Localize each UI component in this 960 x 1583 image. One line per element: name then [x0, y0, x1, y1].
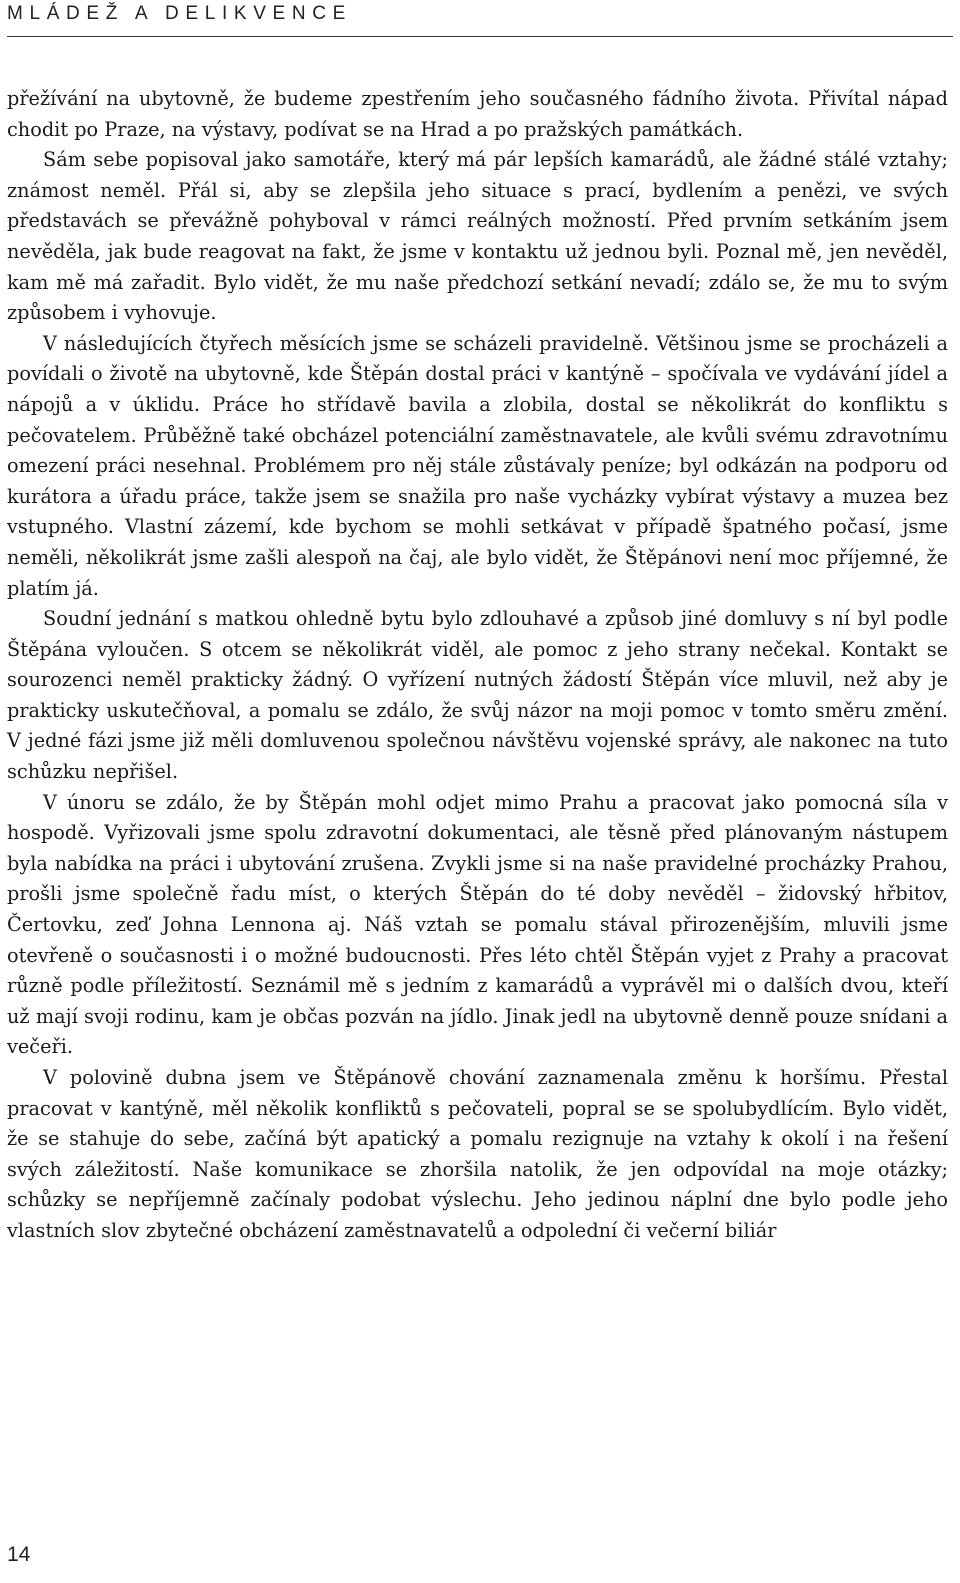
body-text [7, 84, 948, 1247]
paragraph: V polovině dubna jsem ve Štěpánově chování zaznamenala změnu k horšímu. Přestal pracovat v kantýně, měl několik konfliktů s pečovateli, popral se se spolubydlícím. Bylo vidět, že se stahuje do sebe, začíná být apatický a pomalu rezignuje na vztahy k okolí i na řešení svých záležitostí. Naše komunikace se zhoršila natolik, že jen odpovídal na moje otázky; schůzky se nepříjemně začínaly podobat výslechu. Jeho jedinou náplní dne bylo podle jeho vlastních slov zbytečné obcházení zaměstnavatelů a odpolední či večerní biliár [7, 1066, 948, 1242]
paragraph: Soudní jednání s matkou ohledně bytu bylo zdlouhavé a způsob jiné domluvy s ní byl podle Štěpána vyloučen. S otcem se několikrát viděl, ale pomoc z jeho strany nečekal. Kontakt se sourozenci neměl prakticky žádný. O vyřízení nutných žádostí Štěpán více mluvil, než aby je prakticky uskutečňoval, a pomalu se zdálo, že svůj názor na moji pomoc v tomto směru změní. V jedné fázi jsme již měli domluvenou společnou návštěvu vojenské správy, ale nakonec na tuto schůzku nepřišel. [7, 607, 948, 784]
page-number: 14 [7, 1543, 31, 1566]
paragraph: Sám sebe popisoval jako samotáře, který má pár lepších kamarádů, ale žádné stálé vztahy; známost neměl. Přál si, aby se zlepšila jeho situace s prací, bydlením a penězi, ve svých představách se převážně pohyboval v rámci reálných možností. Před prvním setkáním jsem nevěděla, jak bude reagovat na fakt, že jsme v kontaktu už jednou byli. Poznal mě, jen nevěděl, kam mě má zařadit. Bylo vidět, že mu naše předchozí setkání nevadí; zdálo se, že mu to svým způsobem i vyhovuje. [7, 148, 948, 325]
header-rule [7, 36, 953, 37]
running-header: MLÁDEŽ A DELIKVENCE [7, 3, 352, 24]
paragraph: V následujících čtyřech měsících jsme se scházeli pravidelně. Většinou jsme se procházeli a povídali o životě na ubytovně, kde Štěpán dostal práci v kantýně – spočívala ve vydávání jídel a nápojů a v úklidu. Práce ho střídavě bavila a zlobila, dostal se několikrát do konfliktu s pečovatelem. Průběžně také obcházel potenciální zaměstnavatele, ale kvůli svému zdravotnímu omezení práci nesehnal. Problémem pro něj stále zůstávaly peníze; byl odkázán na podporu od kurátora a úřadu práce, takže jsem se snažila pro naše vycházky vybírat výstavy a muzea bez vstupného. Vlastní zázemí, kde bychom se mohli setkávat v případě špatného počasí, jsme neměli, několikrát jsme zašli alespoň na čaj, ale bylo vidět, že Štěpánovi není moc příjemné, že platím já. [7, 331, 948, 600]
paragraph: přežívání na ubytovně, že budeme zpestřením jeho současného fádního života. Přivítal nápad chodit po Praze, na výstavy, podívat se na Hrad a po pražských památkách. [7, 87, 948, 141]
paragraph: V únoru se zdálo, že by Štěpán mohl odjet mimo Prahu a pracovat jako pomocná síla v hospodě. Vyřizovali jsme spolu zdravotní dokumentaci, ale těsně před plánovaným nástupem byla nabídka na práci i ubytování zrušena. Zvykli jsme si na naše pravidelné procházky Prahou, prošli jsme společně řadu míst, o kterých Štěpán do té doby nevěděl – židovský hřbitov, Čertovku, zeď Johna Lennona aj. Náš vztah se pomalu stával přirozenějším, mluvili jsme otevřeně o současnosti i o možné budoucnosti. Přes léto chtěl Štěpán vyjet z Prahy a pracovat různě podle příležitostí. Seznámil mě s jedním z kamarádů a vyprávěl mi o dalších dvou, kteří už mají svoji rodinu, kam je občas pozván na jídlo. Jinak jedl na ubytovně denně pouze snídani a večeři. [7, 790, 948, 1059]
